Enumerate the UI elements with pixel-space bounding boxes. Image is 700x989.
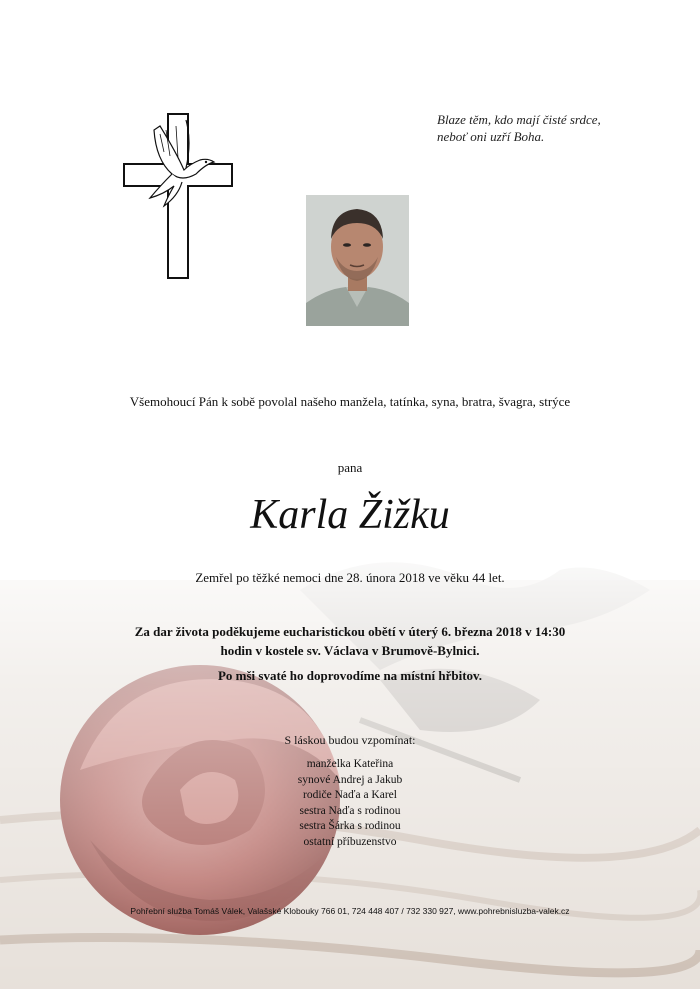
list-item: sestra Šárka s rodinou bbox=[299, 820, 401, 832]
deceased-name: Karla Žižku bbox=[250, 492, 450, 538]
rose-illustration bbox=[0, 520, 700, 989]
portrait-photo bbox=[306, 195, 409, 326]
list-item: synové Andrej a Jakub bbox=[297, 773, 403, 786]
funeral-mass-info: Za dar života poděkujeme eucharistickou obětí v úterý 6. března 2018 v 14:30 hodin v kostele sv. Václava v Brumově-Bylnici. bbox=[134, 624, 566, 658]
death-notice: Zemřel po těžké nemoci dne 28. února 2018 ve věku 44 let. bbox=[195, 570, 505, 585]
bible-quote bbox=[437, 111, 657, 145]
funeral-service-footer: Pohřební služba Tomáš Válek, Valašské Klobouky 766 01, 724 448 407 / 732 330 927, www.pohrebnisluzba-valek.cz bbox=[130, 906, 570, 916]
intro-text: Všemohoucí Pán k sobě povolal našeho manžela, tatínka, syna, bratra, švagra, strýce bbox=[129, 394, 571, 409]
list-item: sestra Naďa s rodinou bbox=[299, 804, 401, 817]
mourners-title: S láskou budou vzpomínat: bbox=[284, 733, 416, 747]
burial-info: Po mši svaté ho doprovodíme na místní hřbitov. bbox=[217, 668, 483, 683]
honorific: pana bbox=[337, 460, 363, 475]
cross-with-dove-icon bbox=[120, 112, 236, 282]
quote-line-1: Blaze těm, kdo mají čisté srdce, bbox=[437, 112, 601, 127]
mourners-list bbox=[250, 757, 450, 850]
list-item: rodiče Naďa a Karel bbox=[303, 789, 397, 801]
list-item: ostatní příbuzenstvo bbox=[303, 835, 397, 848]
quote-line-2: neboť oni uzří Boha. bbox=[437, 129, 545, 144]
list-item: manželka Kateřina bbox=[306, 758, 394, 770]
